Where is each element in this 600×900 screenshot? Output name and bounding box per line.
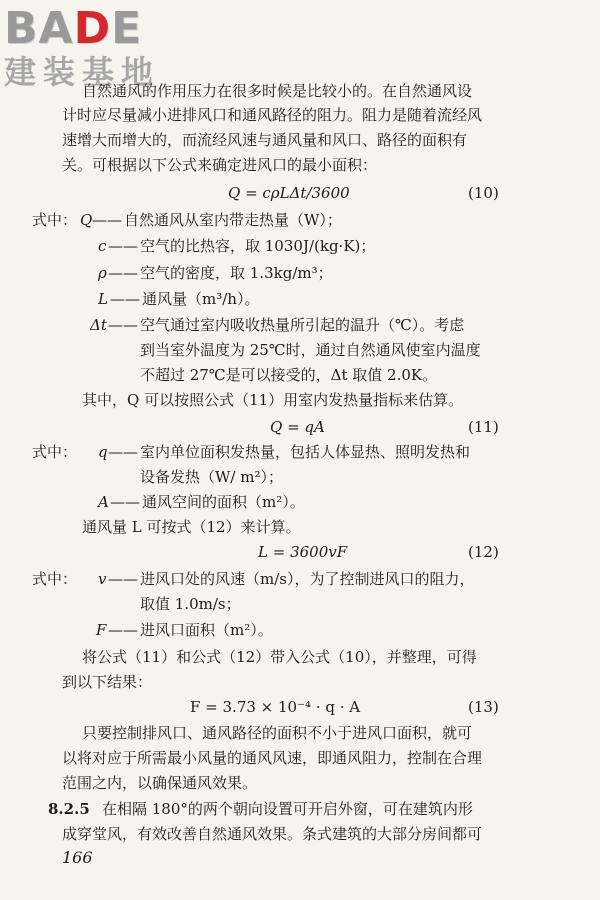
equation-13: F = 3.73 × 10⁻⁴ · q · A (190, 698, 361, 716)
equation-11: Q = qA (270, 418, 325, 436)
equation-10: Q = cρLΔt/3600 (228, 184, 350, 202)
brand-logo (4, 4, 204, 90)
equation-12: L = 3600vF (258, 543, 348, 561)
equation-10-number: (10) (468, 184, 499, 202)
logo-subtitle: 建装基地 (4, 53, 161, 91)
equation-11-number: (11) (468, 418, 499, 436)
page-number: 166 (62, 848, 93, 867)
section-number: 8.2.5 (48, 800, 90, 818)
equation-13-number: (13) (468, 698, 499, 716)
equation-12-number: (12) (468, 543, 499, 561)
logo-wordmark: BADE (4, 3, 143, 54)
